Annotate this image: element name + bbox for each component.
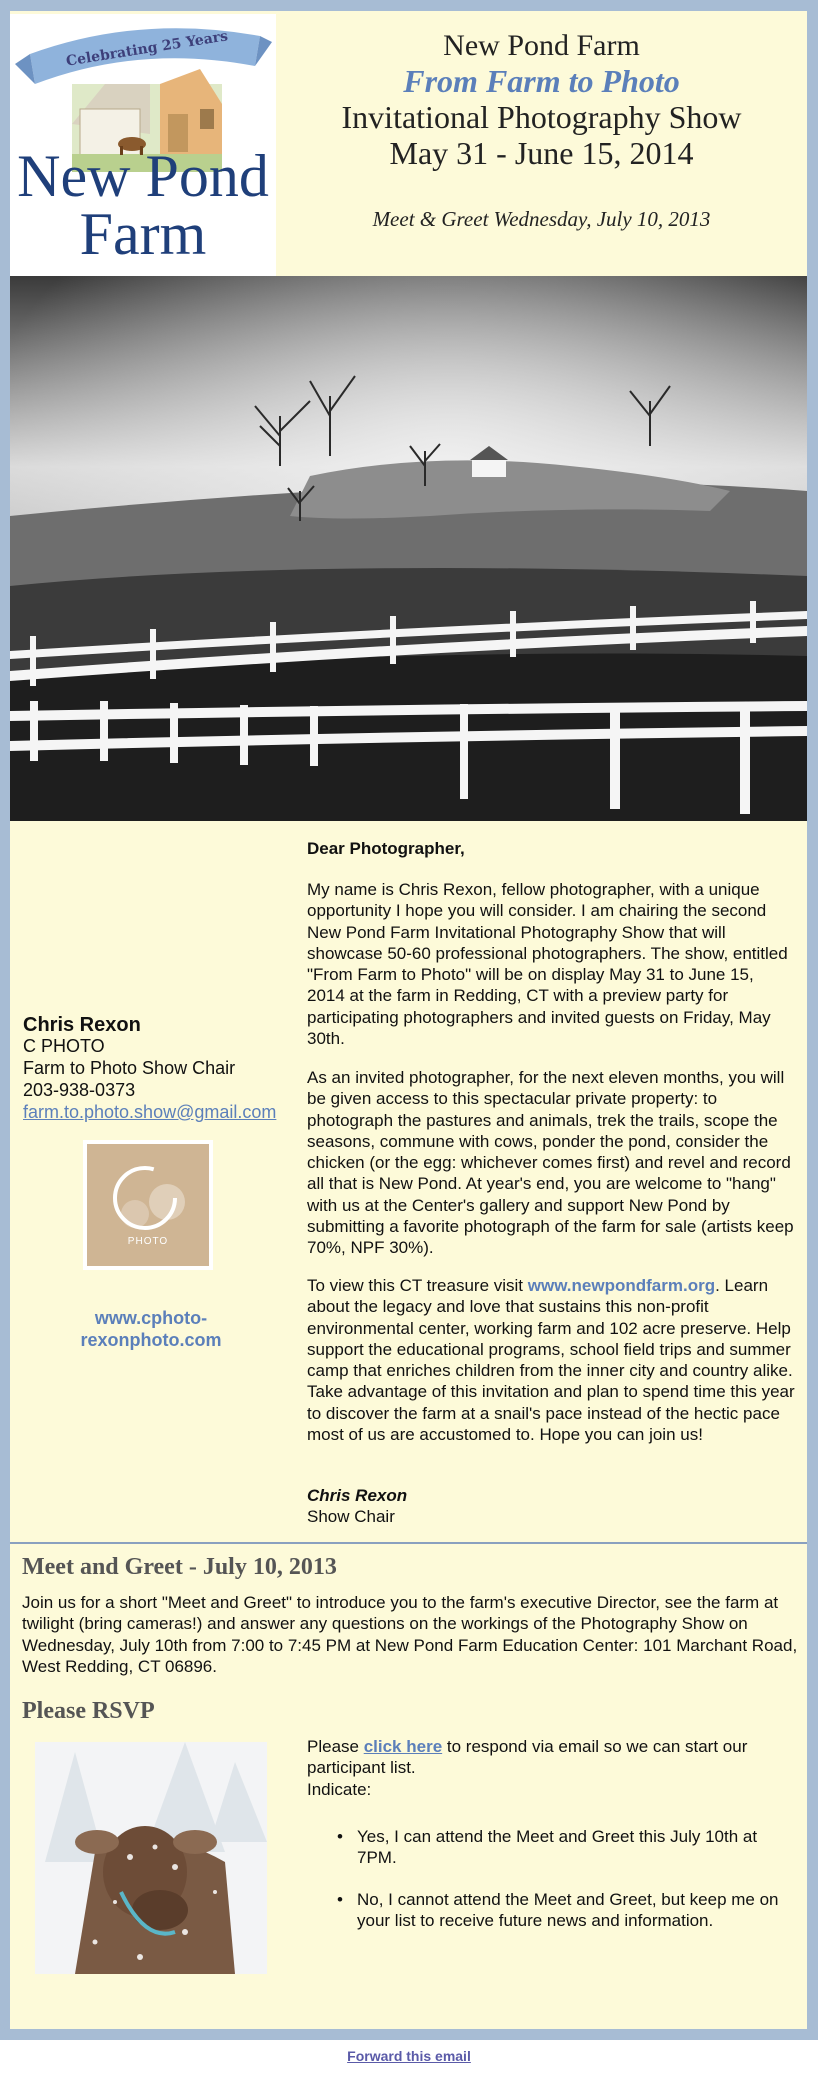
- snowy-cow-photo: [35, 1742, 267, 1974]
- sidebar-website-line1: www.cphoto-: [94, 1308, 208, 1328]
- header-show-name: Invitational Photography Show: [341, 99, 742, 135]
- rsvp-option-no: • No, I cannot attend the Meet and Greet, but keep me on your list to receive future news and information.: [307, 1889, 795, 1932]
- sidebar-email-link[interactable]: farm.to.photo.show@gmail.com: [23, 1102, 277, 1122]
- letter-closing-name: Chris Rexon: [307, 1486, 408, 1505]
- rsvp-option-yes: • Yes, I can attend the Meet and Greet this July 10th at 7PM.: [307, 1826, 795, 1869]
- sidebar-website-link[interactable]: [10, 1307, 292, 1351]
- forward-email-link[interactable]: Forward this email: [347, 2048, 471, 2064]
- letter-p3-text-a: To view this CT treasure visit: [307, 1276, 528, 1295]
- logo-name-line2: Farm: [79, 201, 207, 267]
- newpondfarm-link[interactable]: www.newpondfarm.org: [527, 1276, 716, 1295]
- letter-greeting: Dear Photographer,: [307, 839, 465, 858]
- rsvp-text-b: to respond via email so we can start our participant list.: [307, 1737, 748, 1778]
- cphoto-logo[interactable]: [83, 1140, 213, 1270]
- meet-text: Join us for a short "Meet and Greet" to introduce you to the farm's executive Director, see the farm at twilight (bring cameras!) and answer any questions on the workings of the Photography Show on Wednesday, July 10th from 7:00 to 7:45 PM at New Pond Farm Education Center: 101 Marchant Road, West Redding, CT 06896.: [22, 1593, 798, 1676]
- letter-closing-role: Show Chair: [307, 1507, 395, 1526]
- sidebar-company: C PHOTO: [23, 1036, 105, 1056]
- rsvp-text-a: Please: [307, 1737, 364, 1756]
- letter-p3-text-b: . Learn about the legacy and love that sustains this non-profit environmental center, working farm and 102 acre preserve. Help support the educational programs, school field trips and summer camp that enriches children from the inner city and country alike. Take advantage of this invitation and plan to spend time this year to discover the farm at a snail's pace instead of the hectic pace most of us are accustomed to. Hope you can join us!: [307, 1276, 795, 1445]
- sidebar-role: Farm to Photo Show Chair: [23, 1058, 236, 1078]
- letter-paragraph-1: My name is Chris Rexon, fellow photographer, with a unique opportunity I hope you will consider. I am chairing the second New Pond Farm Invitational Photography Show that will showcase 50-60 professional photographers. The show, entitled "From Farm to Photo" will be on display May 31 to June 15, 2014 at the farm in Redding, CT with a preview party for participating photographers and invited guests on Friday, May 30th.: [307, 880, 788, 1049]
- email-card: [10, 11, 807, 2029]
- section-divider: [10, 1542, 807, 1544]
- cphoto-logo-background: [87, 1144, 209, 1266]
- rsvp-click-here-link[interactable]: click here: [363, 1737, 443, 1756]
- header-dates: May 31 - June 15, 2014: [389, 135, 694, 171]
- rsvp-text: [307, 1736, 787, 1800]
- sidebar-name: Chris Rexon: [23, 1014, 141, 1036]
- cphoto-camera-icon: [87, 1144, 209, 1266]
- header-meet-greet: Meet & Greet Wednesday, July 10, 2013: [372, 207, 711, 231]
- new-pond-farm-logo: [10, 14, 276, 276]
- logo-banner-text: Celebrating 25 Years: [64, 28, 229, 70]
- rsvp-heading: Please RSVP: [22, 1698, 155, 1724]
- letter-paragraph-3: [307, 1275, 795, 1445]
- sidebar-phone: 203-938-0373: [23, 1080, 136, 1100]
- logo-name-line1: New Pond: [17, 143, 269, 209]
- header-title: New Pond Farm: [443, 29, 640, 62]
- meet-heading: Meet and Greet - July 10, 2013: [22, 1554, 337, 1580]
- rsvp-indicate: Indicate:: [307, 1779, 372, 1799]
- header-subtitle: From Farm to Photo: [403, 63, 680, 99]
- rsvp-options-list: [307, 1826, 795, 1951]
- cphoto-logo-label: PHOTO: [127, 1236, 169, 1247]
- farm-landscape-photo: [10, 276, 807, 821]
- sidebar-website-line2: rexonphoto.com: [80, 1330, 222, 1350]
- letter-paragraph-2: As an invited photographer, for the next eleven months, you will be given access to this spectacular private property: to photograph the pastures and animals, trek the trails, scope the seasons, commune with cows, ponder the pond, consider the chicken (or the egg: whichever comes first) and revel and record all that is New Pond. At year's end, you are welcome to "hang" with us at the Center's gallery and support New Pond by submitting a favorite photograph of the farm for sale (artists keep 70%, NPF 30%).: [307, 1068, 794, 1258]
